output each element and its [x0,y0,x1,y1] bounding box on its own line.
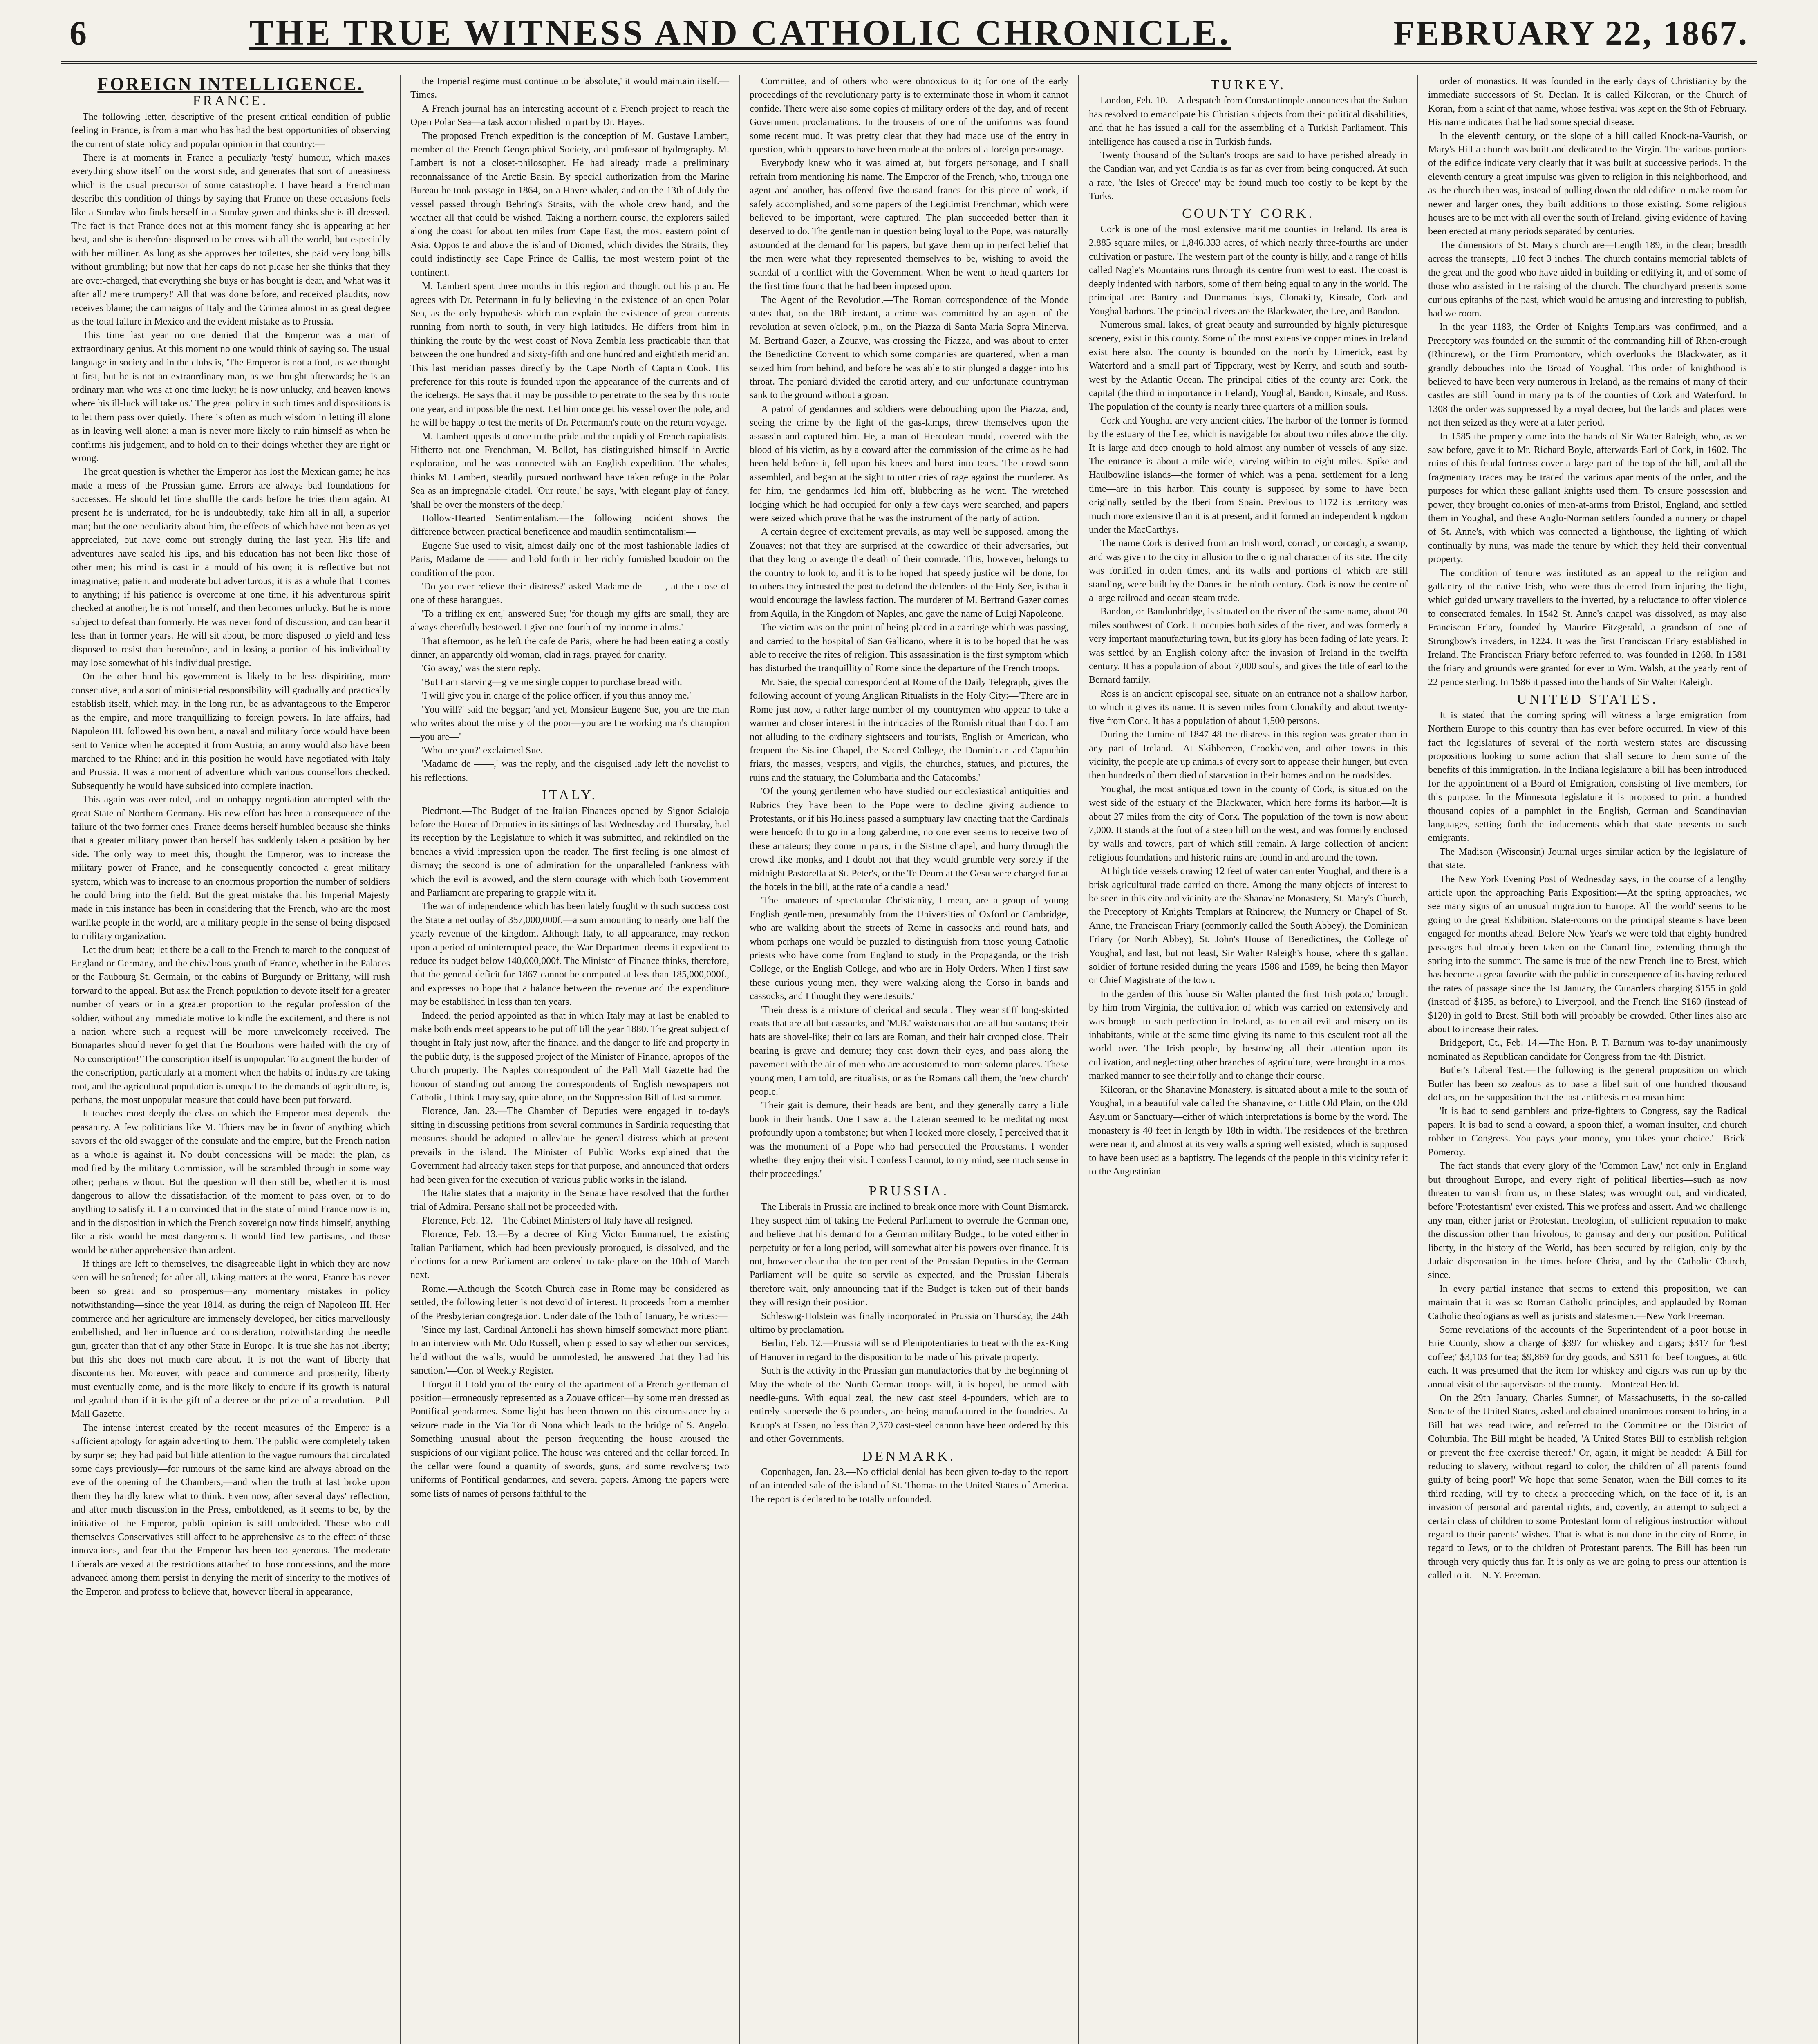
article-paragraph: This again was over-ruled, and an unhappy negotiation attempted with the great State of Northern Germany. His new effort has been a consequence of the failure of the two former ones. France deems herself humbled because she thinks that a greater military power than herself has suddenly taken a position by her side. The only way to meet this, thought the Emperor, was to increase the military power of France, and he consequently concocted a great military system, which was to increase to an enormous proportion the number of soldiers he could bring into the field. But the great mistake that his Imperial Majesty made in this instance has been in considering that the French, who are the most warlike people in the world, are a military people in the sense of being disposed to military organization. [71,794,390,942]
article-paragraph: 'Since my last, Cardinal Antonelli has shown himself somewhat more pliant. In an interview with Mr. Odo Russell, when pressed to say whether our services, held without the walls, would be unmolested, he answered that they had his sanction.'—Cor. of Weekly Register. [410,1324,729,1376]
masthead [61,12,1757,64]
article-paragraph: In every partial instance that seems to extend this proposition, we can maintain that it was so Roman Catholic principles, and applauded by Roman Catholic theologians as well as jurists and statesmen.—New York Freeman. [1428,1283,1747,1322]
article-paragraph: 'Do you ever relieve their distress?' asked Madame de ——, at the close of one of these harangues. [410,581,729,606]
article-paragraph: London, Feb. 10.—A despatch from Constantinople announces that the Sultan has resolved to emancipate his Christian subjects from their political disabilities, and that he has issued a call for the assembling of a Turkish Parliament. This intelligence has caused a rise in Turkish funds. [1089,95,1408,147]
article-paragraph: In the garden of this house Sir Walter planted the first 'Irish potato,' brought by him from Virginia, the cultivation of which was carried on extensively and was brought to such perfection in Ireland, as to entail evil and misery on its inhabitants, while at the same time giving its name to this esculent root all the world over. The Irish people, by bestowing all their attention upon its cultivation, and neglecting other branches of agriculture, were brought in a most marked manner to see their folly and to change their course. [1089,988,1408,1082]
article-paragraph: The New York Evening Post of Wednesday says, in the course of a lengthy article upon the approaching Paris Exposition:—At the spring approaches, we see many signs of an unusual migration to Europe. All the world' seems to be going to the great Exhibition. State-rooms on the principal steamers have been engaged for months ahead. Before New Year's we were told that eighty hundred passages had already been taken on the Cunard line, extending through the spring into the summer. The same is true of the new French line to Brest, which has become a great favorite with the public in consequence of its having reduced the rates of passage since the 1st January, the Cunarders charging $155 in gold (instead of $135, as before,) to Liverpool, and the French line $160 (instead of $120) in gold to Brest. Still both will probably be crowded. Other lines also are about to increase their rates. [1428,874,1747,1035]
article-paragraph: order of monastics. It was founded in the early days of Christianity by the immediate successors of St. Declan. It is called Kilcoran, or the Church of Koran, from a saint of that name, whose festival was kept on the 9th of February. His name indicates that he had some special disease. [1428,76,1747,128]
article-paragraph: Such is the activity in the Prussian gun manufactories that by the beginning of May the whole of the North German troops will, it is hoped, be armed with needle-guns. With equal zeal, the new cast steel 4-pounders, which are to entirely supersede the 6-pounders, are being manufactured in the foundries. At Krupp's at Essen, no less than 2,370 cast-steel cannon have been ordered by this and other Governments. [750,1365,1068,1445]
article-paragraph: The dimensions of St. Mary's church are—Length 189, in the clear; breadth across the transepts, 110 feet 3 inches. The church contains memorial tablets of the great and the good who have aided in building or edifying it, and of some of those who assisted in the raising of the church. The churchyard presents some curious epitaphs of the past, which would be amusing and interesting to publish, had we room. [1428,240,1747,319]
section-subheading: UNITED STATES. [1517,692,1658,707]
article-paragraph: The proposed French expedition is the conception of M. Gustave Lambert, member of the French Geographical Society, and professor of hydrography. M. Lambert is not a closet-philosopher. He had already made a preliminary reconnaissance of the Arctic Basin. By special authorization from the Marine Bureau he took passage in 1864, on a Havre whaler, and on the 13th of July the vessel passed through Behring's Straits, with the whole crew hand, and the weather all that could be wished. Taking a northern course, the explorers sailed along the coast for about ten miles from Cape East, the most eastern point of Asia. Opposite and above the island of Diomed, which divides the Straits, they could indistinctly see Cape Prince de Gallis, the most western point of the continent. [410,130,729,278]
article-paragraph: 'Who are you?' exclaimed Sue. [422,745,543,756]
article-paragraph: Berlin, Feb. 12.—Prussia will send Plenipotentiaries to treat with the ex-King of Hanover in regard to the disposition to be made of his private property. [750,1338,1068,1363]
column-3 [739,75,1078,2044]
article-paragraph: Some revelations of the accounts of the Superintendent of a poor house in Erie County, show a charge of $397 for whiskey and cigars; $317 for 'best coffee;' $3,103 for tea; $9,869 for dry goods, and $311 for beef tongues, at 60c each. It was presumed that the item for whiskey and cigars was run up by the annual visit of the supervisors of the county.—Montreal Herald. [1428,1324,1747,1390]
article-paragraph: Butler's Liberal Test.—The following is the general proposition on which Butler has been so zealous as to base a libel suit of one hundred thousand dollars, on the supposition that the last antithesis must mean him:— [1428,1065,1747,1103]
article-paragraph: Ross is an ancient episcopal see, situate on an entrance not a shallow harbor, to which it gives its name. It is seven miles from Clonakilty and about twenty-five from Cork. It has a population of about 1,500 persons. [1089,688,1408,726]
article-paragraph: Committee, and of others who were obnoxious to it; for one of the early proceedings of the revolutionary party is to exterminate those in whom it cannot confide. There were also some copies of military orders of the day, and of recent Government proclamations. In the trousers of one of the uniforms was found some recent mud. It was pretty clear that they had made use of the entry in question, which appears to have been made at the orders of a foreign personage. [750,76,1068,155]
article-paragraph: The fact stands that every glory of the 'Common Law,' not only in England but throughout Europe, and every right of political liberties—such as now threaten to vanish from us, in these States; was wrought out, and vindicated, before 'Protestantism' ever existed. This we profess and assert. And we challenge any man, either jurist or Protestant theologian, of sufficient reputation to make the discussion other than frivolous, to gainsay and deny our position. Political liberty, in the history of the World, has been secured by religion, only by the Judaic dispensation in the times before Christ, and by the Catholic Church, since. [1428,1161,1747,1281]
article-columns [61,75,1757,2044]
article-paragraph: Florence, Jan. 23.—The Chamber of Deputies were engaged in to-day's sitting in discussing petitions from several communes in Sardinia requesting that measures should be adopted to alleviate the general distress which at present prevails in the island. The Minister of Public Works explained that the Government had already taken steps for that purpose, and announced that orders had been given for the execution of various public works in the island. [410,1106,729,1185]
article-paragraph: 'It is bad to send gamblers and prize-fighters to Congress, say the Radical papers. It is bad to send a coward, a spoon thief, a woman insulter, and church robber to Congress. You pays your money, you takes your choice.'—Brick' Pomeroy. [1428,1106,1747,1158]
article-paragraph: In 1585 the property came into the hands of Sir Walter Raleigh, who, as we saw before, gave it to Mr. Richard Boyle, afterwards Earl of Cork, in 1602. The ruins of this feudal fortress cover a large part of the top of the hill, and all the fragmentary traces may be traced the various apartments of the order, and the purposes for which these gallant knights used them. To ensure possession and power, they brought colonies of men-at-arms from Bristol, England, and settled them in Youghal, and these Anglo-Norman settlers founded a nunnery or chapel of St. Anne's, with which was connected a lighthouse, the lighting of which continually by nuns, was made the tenure by which they held their conventual property. [1428,431,1747,565]
section-subheading: DENMARK. [862,1448,956,1464]
article-paragraph: The name Cork is derived from an Irish word, corrach, or corcagh, a swamp, and was given to the city in allusion to the original character of its site. The city was fortified in olden times, and its walls and portions of which are still standing, were built by the Danes in the ninth century. Cork is now the centre of a large railroad and ocean steam trade. [1089,538,1408,604]
article-paragraph: 'Of the young gentlemen who have studied our ecclesiastical antiquities and Rubrics they have been to the Pope were to decline giving audience to Protestants, or if his Holiness passed a sumptuary law enacting that the Cardinals were henceforth to go in a long gaberdine, no one ever seems to receive two of these amateurs; they come in pairs, in the Sistine chapel, and hurry through the crowd like monks, and I doubt not that they would grumble very sorely if the midnight Pastorella at St. Peter's, or the Te Deum at the Gesu were charged for at the hotels in the bill, at the rate of a candle a head.' [750,786,1068,892]
newspaper-title: THE TRUE WITNESS AND CATHOLIC CHRONICLE. [249,13,1231,53]
article-paragraph: The condition of tenure was instituted as an appeal to the religion and gallantry of the native Irish, who were thus deterred from injuring the light, which guided unwary travellers to the inverted, by a reluctance to offer violence to consecrated females. In 1542 St. Anne's chapel was dissolved, as may also Franciscan Friary, founded by Maurice Fitzgerald, a grandson of one of Strongbow's invaders, in 1224. It was the first Franciscan Friary established in Ireland. The Franciscan Friary before referred to, was founded in 1268. In 1581 the friary and grounds were granted for ever to Wm. Walsh, at the yearly rent of 22 pence sterling. In 1586 it passed into the hands of Sir Walter Raleigh. [1428,567,1747,688]
article-paragraph: 'Madame de ——,' was the reply, and the disguised lady left the novelist to his reflections. [410,759,729,783]
article-paragraph: On the 29th January, Charles Sumner, of Massachusetts, in the so-called Senate of the United States, asked and obtained unanimous consent to bring in a Bill that was read twice, and referred to the Committee on the District of Columbia. The Bill might be headed, 'A United States Bill to establish religion or prevent the free exercise thereof.' Or, again, it might be headed: 'A Bill for reducing to slavery, without regard to color, the children of all parents found guilty of being poor!' We hope that some Senator, when the Bill comes to its third reading, will try to check a proceeding which, on the face of it, is an invasion of personal and parental rights, and, covertly, an attempt to subject a certain class of children to some Protestant form of religious instruction without regard to their parents' wishes. That is what is not done in the city of Rome, in regard to Jews, or to the children of Protestant parents. The Bill has been run through very quietly thus far. It is only as we are going to press our attention is called to it.—N. Y. Freeman. [1428,1393,1747,1581]
article-paragraph: Bandon, or Bandonbridge, is situated on the river of the same name, about 20 miles southwest of Cork. It occupies both sides of the river, and was formerly a very important manufacturing town, but its glory has been fading of late years. It was settled by an English colony after the invasion of Ireland in the twelfth century. It has a population of about 7,000 souls, and gives the title of earl to the Bernard family. [1089,606,1408,686]
article-paragraph: 'The amateurs of spectacular Christianity, I mean, are a group of young English gentlemen, presumably from the Universities of Oxford or Cambridge, who are walking about the streets of Rome in cassocks and round hats, and whom perhaps one would be puzzled to distinguish from those young Catholic priests who have come from England to study in the Propaganda, or the Irish College, or the English College, and who are in Holy Orders. When I first saw these curious young men, they were walking along the Corso in bands and cassocks, and I thought they were Jesuits.' [750,895,1068,1002]
article-paragraph: It touches most deeply the class on which the Emperor most depends—the peasantry. A few politicians like M. Thiers may be in favor of anything which savors of the old swagger of the consulate and the empire, but the French nation as a whole is against it. No doubt concessions will be made; the plan, as modified by the military Commission, will be scrambled through in some way other; perhaps without. But the question will then still be, whether it is most dangerous to allow the dissatisfaction of the moment to pass over, or to do anything to satisfy it. I am convinced that in the state of mind France now is in, and in the disposition in which the French sovereign now finds himself, anything like a risk would be most dangerous. It would find few partisans, and those would be rather apprehensive than ardent. [71,1108,390,1256]
article-paragraph: A French journal has an interesting account of a French project to reach the Open Polar Sea—a task accomplished in part by Dr. Hayes. [410,103,729,128]
article-paragraph: I forgot if I told you of the entry of the apartment of a French gentleman of position—erroneously represented as a Zouave officer—by some men dressed as Pontifical gendarmes. Some light has been thrown on this circumstance by a seizure made in the Via Tor di Nona which leads to the bridge of S. Angelo. Something unusual about the person frequenting the house aroused the suspicions of our vigilant police. The house was entered and the cellar forced. In the cellar were found a quantity of swords, guns, and some revolvers; two uniforms of Pontifical gendarmes, and several papers. Among the papers were some lists of names of persons faithful to the [410,1379,729,1499]
article-paragraph: Rome.—Although the Scotch Church case in Rome may be considered as settled, the following letter is not devoid of interest. It proceeds from a member of the Presbyterian congregation. Under date of the 15th of January, he writes:— [410,1283,729,1322]
issue-date: FEBRUARY 22, 1867. [1393,14,1749,52]
article-paragraph: The Liberals in Prussia are inclined to break once more with Count Bismarck. They suspect him of taking the Federal Parliament to overrule the German one, and believe that his demand for a German military Budget, to be voted either in perpetuity or for a long period, will somewhat alter his powers over finance. It is not, however clear that the ten per cent of the Prussian Deputies in the German Parliament will be quite so servile as expected, and the Prussian Liberals therefore wait, only announcing that if the Budget is taken out of their hands they will resign their position. [750,1201,1068,1308]
article-paragraph: Let the drum beat; let there be a call to the French to march to the conquest of England or Germany, and the chivalrous youth of France, whether in the Palaces or the Faubourg St. Germain, or the cabins of Burgundy or Brittany, will rush forward to the appeal. But ask the French population to devote itself for a greater number of years or in a greater proportion to the regular profession of the soldier, without any immediate motive to kindle the excitement, and there is not a nation where such a request will be more unwelcomely received. The Bonapartes should never forget that the Bourbons were hailed with the cry of 'No conscription!' The conscription itself is unpopular. To augment the burden of the conscription, particularly at a moment when the habits of industry are taking root, and the agricultural population is unequal to the demands of agriculture, is, perhaps, the most unpopular measure that could have been put forward. [71,944,390,1106]
article-paragraph: 'Their dress is a mixture of clerical and secular. They wear stiff long-skirted coats that are all but cassocks, and 'M.B.' waistcoats that are all but soutans; their hats are shovel-like; their collars are Roman, and their hair cropped close. Their bearing is grave and demure; they cast down their eyes, and pass along the pavement with the air of men who are accustomed to more solemn places. These young men, I am told, are ritualists, or as the Romans call them, the 'new church' people.' [750,1004,1068,1098]
article-paragraph: Everybody knew who it was aimed at, but forgets personage, and I shall refrain from mentioning his name. The Emperor of the French, who, through one agent and another, has offered five thousand francs for this piece of work, if safely accomplished, and some papers of the Legitimist Frenchman, which were believed to be important, were captured. The plan succeeded better than it deserved to do. The gentleman in question being loyal to the Pope, was naturally astounded at the demand for his papers, but gave them up in perfect belief that the men were what they represented themselves to be, wishing to avoid the scandal of a conflict with the Government. When he went to head quarters for the first time found that he had been imposed upon. [750,158,1068,292]
article-paragraph: The Madison (Wisconsin) Journal urges similar action by the legislature of that state. [1428,846,1747,871]
article-paragraph: Cork is one of the most extensive maritime counties in Ireland. Its area is 2,885 square miles, or 1,846,333 acres, of which nearly three-fourths are under cultivation or pasture. The western part of the county is hilly, and a range of hills called Nagle's Mountains runs through its centre from west to east. The coast is deeply indented with harbors, some of them being equal to any in the world. The principal are: Bantry and Dunmanus bays, Clonakilty, Kinsale, Cork and Youghal harbors. The principal rivers are the Blackwater, the Lee, and Bandon. [1089,224,1408,317]
article-paragraph: In the year 1183, the Order of Knights Templars was confirmed, and a Preceptory was founded on the summit of the commanding hill of Rhen-crough (Rhincrew), or the Firm Promontory, which overlooks the Blackwater, as it grandly debouches into the Broad of Youghal. This order of knighthood is believed to have been very numerous in Ireland, as the remains of many of their castles are still found in many parts of the counties of Cork and Waterford. In 1308 the order was suppressed by a royal decree, but the lands and places were not then seized as they were at a later period. [1428,322,1747,428]
article-paragraph: Florence, Feb. 13.—By a decree of King Victor Emmanuel, the existing Italian Parliament, which had been previously prorogued, is dissolved, and the elections for a new Parliament are ordered to take place on the 10th of March next. [410,1229,729,1281]
section-subheading: FRANCE. [193,93,269,109]
column-5 [1417,75,1757,2044]
article-paragraph: Florence, Feb. 12.—The Cabinet Ministers of Italy have all resigned. [422,1215,693,1226]
article-paragraph: 'To a trifling ex ent,' answered Sue; 'for though my gifts are small, they are always cheerfully bestowed. I give one-fourth of my income in alms.' [410,608,729,633]
article-paragraph: The war of independence which has been lately fought with such success cost the State a net outlay of 357,000,000f.—a sum amounting to nearly one half the yearly revenue of the kingdom. Although Italy, to all appearance, may reckon upon a period of uninterrupted peace, the War Department deems it expedient to reduce its budget below 140,000,000f. The Minister of Finance thinks, therefore, that the general deficit for 1867 cannot be computed at less than 185,000,000f., and expresses no hope that a balance between the revenue and the expenditure may be established in less than ten years. [410,901,729,1008]
section-subheading: COUNTY CORK. [1182,206,1314,221]
article-paragraph: 'Go away,' was the stern reply. [422,663,541,674]
section-subheading: PRUSSIA. [869,1183,949,1199]
section-heading: FOREIGN INTELLIGENCE. [97,75,364,94]
article-paragraph: At high tide vessels drawing 12 feet of water can enter Youghal, and there is a brisk agricultural trade carried on there. Among the many objects of interest to be seen in this city and vicinity are the Shanavine Monastery, St. Mary's Church, the Preceptory of Knights Templars at Rhincrew, the Nunnery or Chapel of St. Anne, the Franciscan Friary (commonly called the South Abbey), the Dominican Friary (or North Abbey), St. John's House of Benedictines, the College of Youghal, and last, but not least, Sir Walter Raleigh's house, where this gallant soldier of fortune resided during the years 1588 and 1589, he being then Mayor or Chief Magistrate of the town. [1089,866,1408,986]
article-paragraph: Cork and Youghal are very ancient cities. The harbor of the former is formed by the estuary of the Lee, which is navigable for about two miles above the city. It is large and deep enough to hold almost any number of vessels of any size. The entrance is about a mile wide, varying within to eight miles. Spike and Haulbowline islands—the former of which was a penal settlement for a long time—are in this harbor. This county is supposed by some to have been originally settled by the Iberi from Spain. Previous to 1172 its territory was much more extensive than it is at present, and it formed an independent kingdom under the MacCarthys. [1089,415,1408,535]
article-paragraph: 'I will give you in charge of the police officer, if you thus annoy me.' [422,690,691,702]
article-paragraph: Copenhagen, Jan. 23.—No official denial has been given to-day to the report of an intended sale of the island of St. Thomas to the United States of America. The report is declared to be totally unfounded. [750,1467,1068,1505]
article-paragraph: That afternoon, as he left the cafe de Paris, where he had been eating a costly dinner, an apparently old woman, clad in rags, prayed for charity. [410,636,729,661]
article-paragraph: Numerous small lakes, of great beauty and surrounded by highly picturesque scenery, exist in this county. Some of the most extensive copper mines in Ireland exist here also. The county is bounded on the north by Limerick, east by Waterford and a small part of Tipperary, west by Kerry, and south and south-west by the Atlantic Ocean. The principal cities of the county are: Cork, the capital (the third in importance in Ireland), Youghal, Bandon, Kinsale, and Ross. The population of the county is nearly three quarters of a million souls. [1089,319,1408,412]
article-paragraph: The following letter, descriptive of the present critical condition of public feeling in France, is from a man who has had the best opportunities of observing the current of state policy and popular opinion in that country:— [71,111,390,150]
article-paragraph: Kilcoran, or the Shanavine Monastery, is situated about a mile to the south of Youghal, in a beautiful vale called the Shanavine, or Little Old Plain, on the Old Asylum or Sanctuary—either of which interpretations is borne by the word. The monastery is 40 feet in length by 18th in width. The residences of the brethren were near it, and almost at its very walls a spring well existed, which is supposed to have been used as a baptistry. The legends of the people in this vicinity refer it to the Augustinian [1089,1084,1408,1177]
article-paragraph: Mr. Saie, the special correspondent at Rome of the Daily Telegraph, gives the following account of young Anglican Ritualists in the Holy City:—'There are in Rome just now, a rather large number of my countrymen who appear to take a warmer and closer interest in the intricacies of the Romish ritual than I do. I am not alluding to the ordinary sightseers and tourists, English or American, who frequent the Sistine Chapel, the Sacred College, the Dominican and Capuchin friars, the masses, vespers, and vigils, the churches, statues, and pictures, the ruins and the statuary, the Columbaria and the Catacombs.' [750,677,1068,783]
section-subheading: TURKEY. [1211,77,1286,92]
article-paragraph: M. Lambert spent three months in this region and thought out his plan. He agrees with Dr. Petermann in fully believing in the existence of an open Polar Sea, as the only hypothesis which can explain the existence of great currents running from north to south, in very high latitudes. He differs from him in thinking the route by the west coast of Nova Zembla less practicable than that between the one hundred and sixty-fifth and one hundred and eightieth meridian. This last meridian passes directly by the Cape North of Captain Cook. His preference for this route is founded upon the appearance of the currents and of the icebergs. He says that it may be possible to penetrate to the sea by this route one year, and impossible the next. Let him once get his vessel over the pole, and he will be happy to test the merits of Dr. Petermann's route on the return voyage. [410,281,729,428]
article-paragraph: 'You will?' said the beggar; 'and yet, Monsieur Eugene Sue, you are the man who writes about the misery of the poor—you are the working man's champion—you are—' [410,704,729,742]
article-paragraph: Indeed, the period appointed as that in which Italy may at last be enabled to make both ends meet appears to be put off till the year 1880. The great subject of thought in Italy just now, after the finance, and the danger to life and property in the public duty, is the supposed project of the Minister of Finance, apropos of the Church property. The Naples correspondent of the Pall Mall Gazette had the honour of standing out among the correspondents of English newspapers not Catholic, I think I may say, quite alone, on the Suppression Bill of last summer. [410,1010,729,1103]
article-paragraph: The Agent of the Revolution.—The Roman correspondence of the Monde states that, on the 18th instant, a crime was committed by an agent of the revolution at seven o'clock, p.m., on the Piazza di Santa Maria Sopra Minerva. M. Bertrand Gazer, a Zouave, was crossing the Piazza, and was about to enter the Benedictine Convent to which some companies are quartered, when a man seized him from behind, and before he was able to stir plunged a dagger into his throat. The poniard divided the carotid artery, and our unfortunate countryman sank to the ground without a groan. [750,294,1068,401]
article-paragraph: The great question is whether the Emperor has lost the Mexican game; he has made a mess of the Prussian game. Errors are always bad foundations for successes. He should let time shuffle the cards before he tries them again. At present he is underrated, for he is undoubtedly, take him all in all, a superior man; but the one peculiarity about him, the effects of which have not been as yet appreciated, but have come out strongly during the last year. His life and adventures have sealed his lips, and his education has not been like those of other men; his mind is cast in a mould of his own; it is reflective but not imaginative; patient and moderate but adventurous; it is as a whole that it comes to anything; if his patience is overcome at one time, if his adventurous spirit checked at another, he is not himself, and then becomes unlucky. But he is more subject to defeat than formerly. He was never fond of discussion, and can bear it less than in former years. He will sit about, be more disposed to yield and less disposed to resist than heretofore, and in losing a portion of his individuality may lose somewhat of his individual prestige. [71,466,390,669]
article-paragraph: Schleswig-Holstein was finally incorporated in Prussia on Thursday, the 24th ultimo by proclamation. [750,1311,1068,1335]
article-paragraph: Hollow-Hearted Sentimentalism.—The following incident shows the difference between practical beneficence and maudlin sentimentalism:— [410,513,729,538]
article-paragraph: There is at moments in France a peculiarly 'testy' humour, which makes everything show itself on the worst side, and generates that sort of uneasiness which is the usual precursor of some catastrophe. I have heard a Frenchman describe this condition of things by saying that France on these occasions feels like a Sunday who finds herself in a Sunday gown and thinks she is ill-dressed. The fact is that France does not at this moment fancy she is appearing at her best, and she is therefore disposed to be cross with all the world, but especially with her milliner. As long as she approves her toilettes, she paid very long bills without grumbling; but now that her caps do not please her she thinks that they are over-charged, that everything she buys or has bought is dear, and 'what was it after all? mere trumpery!' All that was done before, and received plaudits, now receives blame; the campaigns of Italy and the Crimea almost in as great degree as the total failure in Mexico and the evident mistake as to Prussia. [71,152,390,327]
article-paragraph: In the eleventh century, on the slope of a hill called Knock-na-Vaurish, or Mary's Hill a church was built and dedicated to the Virgin. The various portions of the edifice indicate very clearly that it was built at successive periods. In the eleventh century a great impulse was given to religion in this neighborhood, and as the church then was, instead of pulling down the old edifice to make room for newer and larger ones, they built additions to those existing. Some religious houses are to be met with all over the south of Ireland, giving evidence of having been erected at many periods separated by centuries. [1428,130,1747,237]
article-paragraph: Youghal, the most antiquated town in the county of Cork, is situated on the west side of the estuary of the Blackwater, which here forms its harbor.—It is about 27 miles from the city of Cork. The population of the town is now about 7,000. It stands at the foot of a steep hill on the west, and was formerly enclosed by walls and towers, part of which still remain. A large collection of ancient religious foundations and historic ruins are found in and around the town. [1089,784,1408,863]
column-4 [1078,75,1417,2044]
article-paragraph: A patrol of gendarmes and soldiers were debouching upon the Piazza, and, seeing the crime by the light of the gas-lamps, threw themselves upon the assassin and captured him. He, a man of Herculean mould, covered with the blood of his victim, as by a coward after the commission of the crime as he had been held before it, fell upon his knees and burst into tears. The crowd soon assembled, and began at the sight to utter cries of rage against the murderer. As for him, the gendarmes led him off, blubbering as he went. The wretched lodging which he had occupied for only a few days were searched, and papers were seized which prove that he was the instrument of the party of action. [750,403,1068,524]
article-paragraph: This time last year no one denied that the Emperor was a man of extraordinary genius. At this moment no one would think of saying so. The usual language in society and in the clubs is, 'The Emperor is not a fool, as we thought at first, but he is not an extraordinary man, as we thought afterwards; he is an ordinary man who was at one time lucky; he is now unlucky, and heaven knows where his ill-luck will take us.' The great policy in such times and dispositions is to let them pass over quietly. There is often as much wisdom in letting ill alone as in leaving well alone; a man is never more likely to ruin himself as when he confirms his judgement, and to hold on to their doings whether they are right or wrong. [71,330,390,464]
article-paragraph: It is stated that the coming spring will witness a large emigration from Northern Europe to this country than has ever before occurred. In view of this fact the legislatures of several of the north western states are discussing propositions looking to some action that shall secure to them some of the benefits of this immigration. In the Indiana legislature a bill has been introduced for the appointment of a Board of Emigration, consisting of five members, for this purpose. In the Minnesota legislature it is proposed to print a hundred thousand copies of a pamphlet in the English, German and Scandinavian languages, setting forth the inducements which that state presents to such emigrants. [1428,710,1747,844]
article-paragraph: The victim was on the point of being placed in a carriage which was passing, and carried to the hospital of San Gallicano, where it is to be hoped that he was able to receive the rites of religion. This assassination is the first symptom which has disturbed the tranquillity of Rome since the departure of the French troops. [750,622,1068,674]
column-2 [400,75,739,2044]
article-paragraph: the Imperial regime must continue to be 'absolute,' it would maintain itself.—Times. [410,76,729,101]
article-paragraph: M. Lambert appeals at once to the pride and the cupidity of French capitalists. Hitherto not one Frenchman, M. Bellot, has distinguished himself in Arctic exploration, and he was connected with an English expedition. The whales, thinks M. Lambert, steadily pursued northward have taken refuge in the Polar Sea as an impregnable citadel. 'Our route,' he says, 'with elegant play of fancy, 'shall be over the monsters of the deep.' [410,431,729,510]
page-number: 6 [69,14,87,52]
article-paragraph: The Italie states that a majority in the Senate have resolved that the further trial of Admiral Persano shall not be proceeded with. [410,1188,729,1213]
article-paragraph: On the other hand his government is likely to be less dispiriting, more consecutive, and a sort of ministerial responsibility will gradually and practically establish itself, which may, in the long run, be as advantageous to the Emperor as the empire, and more tranquillizing to foreign powers. In late affairs, had Napoleon III. followed his own bent, a naval and military force would have been sent to Venice when he accepted it from Austria; an army would also have been marched to the Rhine; and in this position he would have negotiated with Italy and Prussia. It was a moment of adventure which various counsellors checked. Subsequently he would have subsided into complete inaction. [71,671,390,791]
section-subheading: ITALY. [542,787,598,803]
article-paragraph: Eugene Sue used to visit, almost daily one of the most fashionable ladies of Paris, Madame de —— and hold forth in her richly furnished boudoir on the condition of the poor. [410,540,729,578]
article-paragraph: If things are left to themselves, the disagreeable light in which they are now seen will be softened; for after all, taking matters at the worst, France has never been so great and so prosperous—any momentary mistakes in policy notwithstanding—since the year 1814, as during the reign of Napoleon III. Her commerce and her agriculture are immensely developed, her cities marvellously embellished, and her influence and consideration, notwithstanding the needle gun, greater than that of any other State in Europe. It is true she has not liberty; but this she does not much care about. It is not the want of liberty that discontents her. Moreover, with peace and commerce and prosperity, liberty must eventually come, and is the more likely to endure if its growth is natural and gradual than if it is the gift of a decree or the prize of a revolution.—Pall Mall Gazette. [71,1258,390,1420]
article-paragraph: The intense interest created by the recent measures of the Emperor is a sufficient apology for again adverting to them. The public were completely taken by surprise; they had paid but little attention to the vague rumours that circulated some days previously—for rumours of the same kind are always abroad on the eve of the opening of the Chambers,—and when the truth at last broke upon them they hardly knew what to think. Even now, after several days' reflection, and after much discussion in the Press, emboldened, as it seems to be, by the initiative of the Emperor, public opinion is still undecided. Those who call themselves Conservatives still affect to be apprehensive as to the effect of these innovations, and fear that the Emperor has been too generous. The moderate Liberals are vexed at the restrictions attached to those concessions, and the more advanced among them persist in denying the merit of sincerity to the motives of the Emperor, and profess to believe that, however liberal in appearance, [71,1422,390,1597]
article-paragraph: During the famine of 1847-48 the distress in this region was greater than in any part of Ireland.—At Skibbereen, Crookhaven, and other towns in this vicinity, the people ate up animals of every sort to appease their hunger, but even then hundreds of them died of starvation in their homes and on the roadsides. [1089,729,1408,781]
article-paragraph: Bridgeport, Ct., Feb. 14.—The Hon. P. T. Barnum was to-day unanimously nominated as Republican candidate for Congress from the 4th District. [1428,1038,1747,1062]
article-paragraph: Piedmont.—The Budget of the Italian Finances opened by Signor Scialoja before the House of Deputies in its sittings of last Wednesday and Thursday, had its reception by the Legislature to which it was submitted, and rekindled on the benches a vivid impression upon the reader. The first feeling is one almost of dismay; the second is one of admiration for the unparalleled frankness with which the evil is avowed, and the stern courage with which both Government and Parliament are preparing to grapple with it. [410,805,729,898]
article-paragraph: 'But I am starving—give me single copper to purchase bread with.' [422,677,684,688]
article-paragraph: A certain degree of excitement prevails, as may well be supposed, among the Zouaves; not that they are surprised at the cowardice of their adversaries, but that they long to avenge the death of their comrade. This, however, belongs to the country to look to, and it is to be hoped that speedy justice will be done, for to others they intrusted the post to defend the defenders of the Holy See, is that it would encourage the lawless faction. The murderer of M. Bertrand Gazer comes from Aquila, in the Kingdom of Naples, and gave the name of Luigi Napoleone. [750,527,1068,619]
column-1 [61,75,400,2044]
article-paragraph: 'Their gait is demure, their heads are bent, and they generally carry a little book in their hands. One I saw at the Lateran seemed to be meditating most profoundly upon a tombstone; but when I looked more closely, I perceived that it was the monument of a Pope who had persecuted the Protestants. I wonder whether they enjoy their visit. I confess I cannot, to my mind, see much sense in their proceedings.' [750,1100,1068,1179]
article-paragraph: Twenty thousand of the Sultan's troops are said to have perished already in the Candian war, and yet Candia is as far as ever from being conquered. At such a rate, 'the Isles of Greece' may be found much too costly to be kept by the Turks. [1089,150,1408,202]
